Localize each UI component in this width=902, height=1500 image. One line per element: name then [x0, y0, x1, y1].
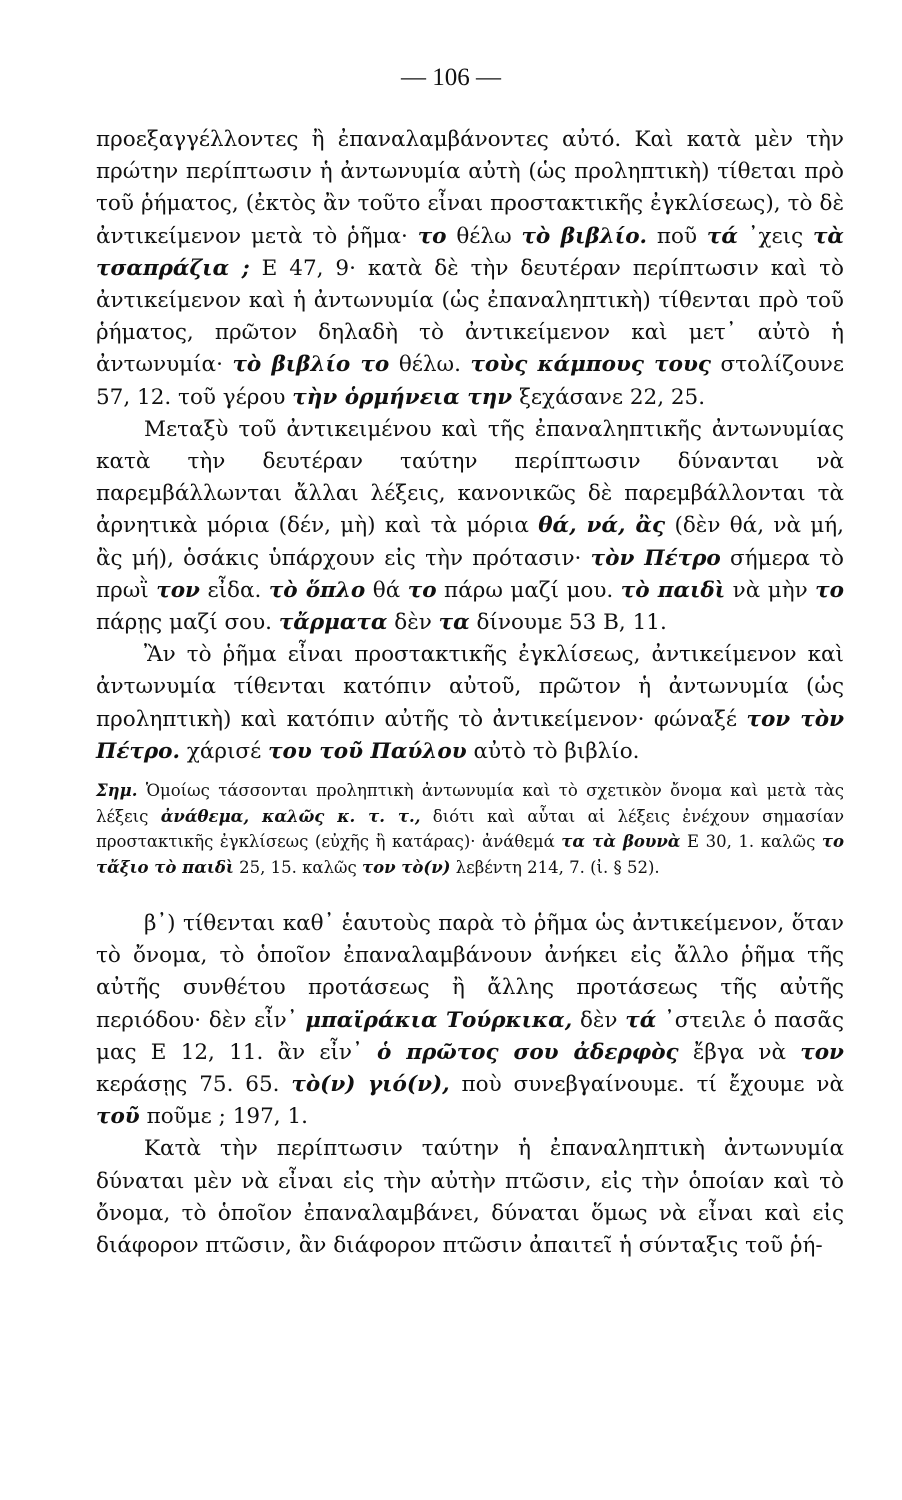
text-run: αὐτὸ τὸ βιβλίο. [466, 738, 640, 764]
text-run: Ε 47, 9· κατὰ δὲ τὴν δευτέραν περίπτωσιν καὶ τὸ ἀντικείμενον καὶ ἡ ἀντωνυμία (ὡς ἐπαναληπτικὴ) τίθενται πρὸ τοῦ ῥήματος, πρῶτον δηλαδὴ τὸ ἀντικείμενον καὶ μετ᾽ αὐτὸ ἡ ἀντωνυμία· [96, 255, 844, 378]
emphasized-text: θά, νά, ἂς [538, 513, 666, 539]
emphasized-text: τὸν Πέτρο [590, 545, 721, 571]
text-run: δὲν [572, 1007, 626, 1033]
text-run: Κατὰ τὴν περίπτωσιν ταύτην ἡ ἐπαναληπτικὴ ἀντωνυμία δύναται μὲν νὰ εἶναι εἰς τὴν αὐτὴν πτῶσιν, εἰς τὴν ὁποίαν καὶ τὸ ὄνομα, τὸ ὁποῖον ἐπαναλαμβάνει, δύναται ὅμως νὰ εἶναι καὶ εἰς διάφορον πτῶσιν, ἂν διάφορον πτῶσιν ἀπαιτεῖ ἡ σύνταξις τοῦ ῥή- [96, 1136, 844, 1259]
emphasized-text: ὁ πρῶτος σου ἀδερφὸς [376, 1039, 679, 1065]
text-run: διότι καὶ αὗται αἱ λέξεις ἐνέχουν σημασίαν προστακτικῆς ἐγκλίσεως (εὐχῆς ἢ κατάρας)· ἀνάθεμά [96, 806, 844, 852]
page-number: — 106 — [401, 64, 501, 91]
emphasized-text: μπαϊράκια Τούρκικα, [305, 1007, 573, 1033]
emphasized-text: τον [156, 577, 200, 603]
emphasized-text: το [815, 577, 844, 603]
text-run: ποὺ συνεβγαίνουμε. τί ἔχουμε νὰ [449, 1072, 844, 1098]
emphasized-text: τοῦ [96, 1104, 140, 1130]
text-run: Ὁμοίως τάσσονται προληπτικὴ ἀντωνυμία καὶ τὸ σχετικὸν ὄνομα καὶ μετὰ τὰς λέξεις [96, 781, 844, 826]
paragraph [96, 639, 844, 768]
text-run: (δὲν θά, νὰ μή, ἂς μή), ὁσάκις ὑπάρχουν εἰς τὴν πρότασιν· [96, 513, 844, 571]
text-run: Ε 30, 1. καλῶς [680, 832, 822, 852]
emphasized-text: το [417, 223, 447, 249]
text-run: ποῦμε ; 197, 1. [139, 1104, 308, 1130]
emphasized-text: τον [800, 1039, 844, 1065]
emphasized-text: τὸ ὅπλο [268, 577, 366, 603]
paragraphs-group-2 [96, 908, 844, 1262]
emphasized-text: το τἄξιο τὸ παιδὶ [96, 832, 844, 877]
text-run: κεράσῃς 75. 65. [96, 1072, 292, 1098]
text-run: θέλω [446, 223, 522, 249]
emphasized-text: τὰ τσαπράζια ; [96, 223, 844, 281]
text-run: ποῦ [647, 223, 707, 249]
text-run: χάρισέ [179, 738, 269, 764]
text-body [96, 124, 844, 1262]
text-run: Ἂν τὸ ῥῆμα εἶναι προστακτικῆς ἐγκλίσεως, ἀντικείμενον καὶ ἀντωνυμία τίθενται κατόπιν αὐτοῦ, πρῶτον ἡ ἀντωνυμία (ὡς προληπτικὴ) καὶ κατόπιν αὐτῆς τὸ ἀντικείμενον· φώναξέ [96, 642, 844, 732]
text-run: β᾽) τίθενται καθ᾽ ἑαυτοὺς παρὰ τὸ ῥῆμα ὡς ἀντικείμενον, ὅταν τὸ ὄνομα, τὸ ὁποῖον ἐπαναλαμβάνουν ἀνήκει εἰς ἄλλο ῥῆμα τῆς αὐτῆς συνθέτου προτάσεως ἢ ἄλλης προτάσεως τῆς αὐτῆς περιόδου· δὲν εἶν᾽ [96, 911, 844, 1033]
paragraph [96, 124, 844, 414]
emphasized-text: το [407, 577, 437, 603]
emphasized-text: ἀνάθεμα, καλῶς κ. τ. τ., [160, 806, 421, 826]
text-run: εἶδα. [199, 577, 269, 603]
emphasized-text: τον τὸν Πέτρο. [96, 706, 845, 764]
text-run: Μεταξὺ τοῦ ἀντικειμένου καὶ τῆς ἐπαναληπτικῆς ἀντωνυμίας κατὰ τὴν δευτέραν ταύτην περίπτωσιν δύνανται νὰ παρεμβάλλωνται ἄλλαι λέξεις, κανονικῶς δὲ παρεμβάλλονται τὰ ἀρνητικὰ μόρια (δέν, μὴ) καὶ τὰ μόρια [96, 416, 844, 539]
emphasized-text: τα [438, 610, 470, 636]
text-run: σήμερα τὸ πρωῒ [96, 545, 844, 603]
text-run: ᾽στειλε ὁ πασᾶς μας Ε 12, 11. ἂν εἶν᾽ [96, 1007, 844, 1065]
text-run: ᾽χεις [737, 223, 813, 249]
text-run: θά [365, 577, 408, 603]
emphasized-text: Σημ. [96, 781, 138, 801]
text-run: ξεχάσανε 22, 25. [512, 384, 706, 410]
text-run: θέλω. [389, 352, 471, 378]
text-run: δὲν [387, 610, 439, 636]
emphasized-text: τὸ(ν) γιό(ν), [291, 1072, 450, 1098]
text-run: προεξαγγέλλοντες ἢ ἐπαναλαμβάνοντες αὐτό. Καὶ κατὰ μὲν τὴν πρώτην περίπτωσιν ἡ ἀντωνυμία αὐτὴ (ὡς προληπτικὴ) τίθεται πρὸ τοῦ ῥήματος, (ἐκτὸς ἂν τοῦτο εἶναι προστακτικῆς ἐγκλίσεως), τὸ δὲ ἀντικείμενον μετὰ τὸ ῥῆμα· [96, 127, 844, 249]
emphasized-text: τά [706, 223, 738, 249]
emphasized-text: τον τὸ(ν) [361, 857, 451, 877]
emphasized-text: τὸ παιδὶ [620, 577, 726, 603]
emphasized-text: τὸ βιβλίο το [232, 352, 390, 378]
emphasized-text: τά [625, 1007, 657, 1033]
text-run: δίνουμε 53 Β, 11. [469, 610, 667, 636]
emphasized-text: τὴν ὁρμήνεια την [292, 384, 513, 410]
emphasized-text: τὸ βιβλίο. [521, 223, 648, 249]
text-run: νὰ μὴν [725, 577, 816, 603]
emphasized-text: τα τὰ βουνὰ [561, 832, 681, 852]
emphasized-text: τἄρματα [278, 610, 388, 636]
footnote-remark [96, 778, 844, 880]
text-run: 25, 15. καλῶς [233, 857, 362, 877]
paragraph [96, 414, 844, 639]
emphasized-text: του τοῦ Παύλου [268, 738, 467, 764]
emphasized-text: τοὺς κάμπους τους [470, 352, 711, 378]
paragraphs-group-1 [96, 124, 844, 768]
text-run: ἔβγα νὰ [678, 1039, 801, 1065]
paragraph [96, 1133, 844, 1262]
text-run: λεβέντη 214, 7. (ἰ. § 52). [450, 857, 660, 877]
text-run: πάρω μαζί μου. [436, 577, 621, 603]
text-run: στολίζουνε 57, 12. τοῦ γέρου [96, 352, 844, 410]
paragraph [96, 908, 844, 1133]
text-run: πάρῃς μαζί σου. [96, 610, 279, 636]
